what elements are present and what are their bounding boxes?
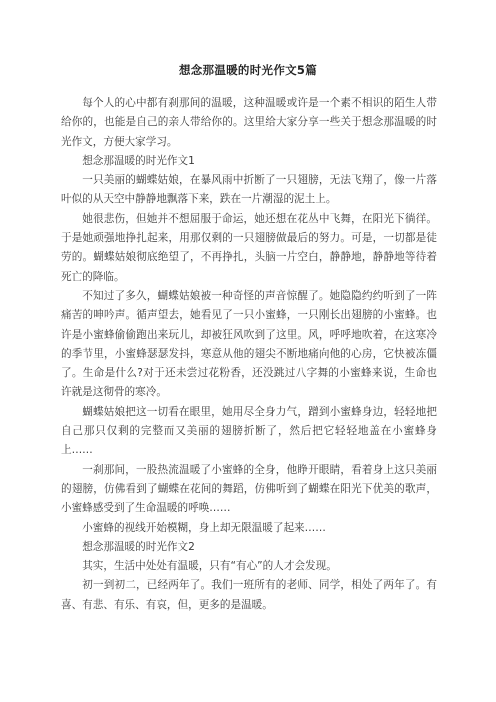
paragraph: 她很悲伤，但她并不想屈服于命运，她还想在花丛中飞舞，在阳光下徜徉。于是她顽强地挣扎起来，用那仅剩的一只翅膀做最后的努力。可是，一切都是徒劳的。蝴蝶姑娘彻底绝望了，不再挣扎，头脑一片空白，静静地，静静地等待着死亡的降临。 [61, 212, 437, 283]
paragraph: 不知过了多久，蝴蝶姑娘被一种奇怪的声音惊醒了。她隐隐约约听到了一阵痛苦的呻吟声。循声望去，她看见了一只小蜜蜂，一只刚长出翅膀的小蜜蜂。也许是小蜜蜂偷偷跑出来玩儿，却被狂风吹到了这里。风，呼呼地吹着，在这寒冷的季节里，小蜜蜂瑟瑟发抖，寒意从他的翅尖不断地痛向他的心房，它快被冻僵了。生命是什么?对于还未尝过花粉香，还没跳过八字舞的小蜜蜂来说，生命也许就是这彻骨的寒冷。 [61, 289, 437, 399]
paragraph-intro: 每个人的心中都有刹那间的温暖，这种温暖或许是一个素不相识的陌生人带给你的，也能是自己的亲人带给你的。这里给大家分享一些关于想念那温暖的时光作文，方便大家学习。 [61, 97, 437, 148]
document-body [61, 94, 437, 615]
section-heading-1: 想念那温暖的时光作文1 [82, 154, 195, 167]
paragraph: 一刹那间，一股热流温暖了小蜜蜂的全身，他睁开眼睛，看着身上这只美丽的翅膀，仿佛看到了蝴蝶在花间的舞蹈，仿佛听到了蝴蝶在阳光下优美的歌声，小蜜蜂感受到了生命温暖的呼唤…… [61, 463, 437, 515]
paragraph: 一只美丽的蝴蝶姑娘，在暴风雨中折断了一只翅膀，无法飞翔了，像一片落叶似的从天空中静静地飘落下来，跌在一片潮湿的泥土上。 [61, 174, 437, 206]
section-heading-2: 想念那温暖的时光作文2 [82, 540, 195, 553]
paragraph: 其实，生活中处处有温暖，只有“有心”的人才会发现。 [82, 560, 337, 573]
paragraph: 小蜜蜂的视线开始模糊，身上却无限温暖了起来…… [82, 521, 326, 534]
document-title: 想念那温暖的时光作文5篇 [178, 63, 318, 77]
paragraph: 初一到初二，已经两年了。我们一班所有的老师、同学，相处了两年了。有喜、有悲、有乐、有哀，但，更多的是温暖。 [61, 579, 437, 611]
paragraph: 蝴蝶姑娘把这一切看在眼里，她用尽全身力气，蹭到小蜜蜂身边，轻轻地把自己那只仅剩的完整而又美丽的翅膀折断了，然后把它轻轻地盖在小蜜蜂身上…… [61, 405, 437, 457]
